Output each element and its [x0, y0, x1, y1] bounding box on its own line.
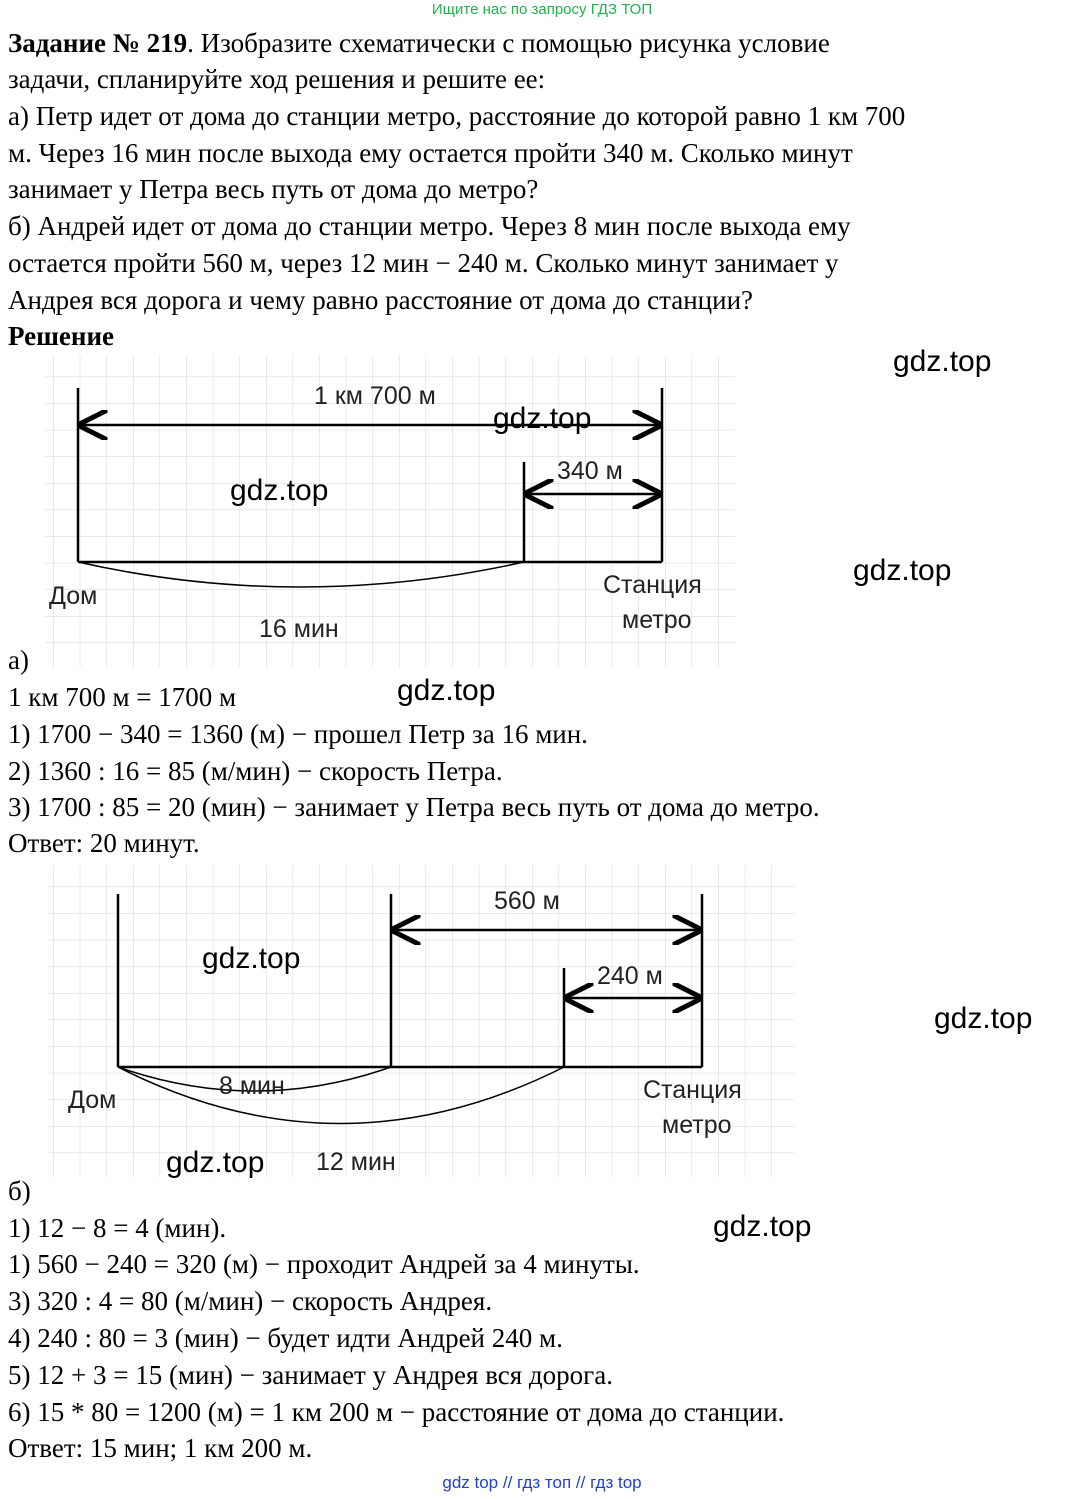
240m-label: 240 м [597, 962, 663, 990]
footer-separator: // [575, 1473, 586, 1492]
watermark: gdz.top [893, 345, 992, 378]
part-b-marker: б) [8, 1176, 31, 1206]
part-b-line: 1) 12 − 8 = 4 (мин). [8, 1213, 227, 1243]
header-search-link[interactable]: Ищите нас по запросу ГДЗ ТОП [431, 1, 653, 18]
part-b-line: 4) 240 : 80 = 3 (мин) − будет идти Андрей 240 м. [8, 1323, 563, 1353]
part-b-line: 5) 12 + 3 = 15 (мин) − занимает у Андрея вся дорога. [8, 1360, 613, 1390]
solution-heading: Решение [8, 321, 114, 351]
watermark: gdz.top [853, 554, 952, 587]
figure-a-diagram [0, 350, 760, 670]
remaining-distance-label: 340 м [557, 457, 623, 485]
part-b-line: 3) 320 : 4 = 80 (м/мин) − скорость Андрея. [8, 1286, 493, 1316]
part-a-line: 1) 1700 − 340 = 1360 (м) − прошел Петр за 16 мин. [8, 719, 588, 749]
home-label: Дом [68, 1086, 117, 1114]
time-8-label: 8 мин [219, 1072, 285, 1100]
part-b-answer: Ответ: 15 мин; 1 км 200 м. [8, 1433, 313, 1463]
part-a-line: 2) 1360 : 16 = 85 (м/мин) − скорость Петра. [8, 756, 503, 786]
part-b-line: 6) 15 * 80 = 1200 (м) = 1 км 200 м − расстояние от дома до станции. [8, 1397, 785, 1427]
time-16-label: 16 мин [259, 615, 339, 643]
watermark: gdz.top [397, 674, 496, 707]
station-label-line2: метро [662, 1111, 732, 1139]
footer-links [0, 1473, 1084, 1493]
watermark: gdz.top [934, 1002, 1033, 1035]
footer-link-gdz-top-ru[interactable]: гдз топ [517, 1473, 572, 1492]
footer-separator: // [502, 1473, 513, 1492]
total-distance-label: 1 км 700 м [314, 382, 436, 410]
part-a-line: 1 км 700 м = 1700 м [8, 682, 237, 712]
task-a-line1: а) Петр идет от дома до станции метро, расстояние до которой равно 1 км 700 [8, 101, 906, 131]
watermark: gdz.top [493, 402, 592, 435]
part-a-line: 3) 1700 : 85 = 20 (мин) − занимает у Петра весь путь от дома до метро. [8, 792, 820, 822]
watermark: gdz.top [166, 1146, 265, 1179]
part-a-marker: а) [8, 645, 29, 675]
figure-b-diagram [0, 860, 800, 1180]
watermark: gdz.top [202, 942, 301, 975]
watermark: gdz.top [230, 474, 329, 507]
home-label: Дом [49, 582, 98, 610]
task-intro-text: . Изобразите схематически с помощью рисунка условие [187, 28, 830, 58]
watermark: gdz.top [713, 1210, 812, 1243]
task-b-line3: Андрея вся дорога и чему равно расстояние от дома до станции? [8, 285, 754, 315]
station-label-line1: Станция [603, 571, 702, 599]
task-title: Задание № 219 [8, 28, 188, 58]
task-intro-line1 [8, 28, 830, 58]
station-label-line1: Станция [643, 1076, 742, 1104]
part-a-answer: Ответ: 20 минут. [8, 828, 200, 858]
task-a-line3: занимает у Петра весь путь от дома до метро? [8, 174, 539, 204]
task-intro-line2: задачи, спланируйте ход решения и решите ее: [8, 64, 546, 94]
task-a-line2: м. Через 16 мин после выхода ему остается пройти 340 м. Сколько минут [8, 138, 853, 168]
footer-link-gdz-top[interactable]: gdz top [442, 1473, 499, 1492]
task-b-line1: б) Андрей идет от дома до станции метро. Через 8 мин после выхода ему [8, 211, 851, 241]
footer-link-gdz-top-mixed[interactable]: гдз top [590, 1473, 642, 1492]
560m-label: 560 м [494, 887, 560, 915]
station-label-line2: метро [622, 606, 692, 634]
part-b-line: 1) 560 − 240 = 320 (м) − проходит Андрей за 4 минуты. [8, 1249, 640, 1279]
time-12-label: 12 мин [316, 1148, 396, 1176]
task-b-line2: остается пройти 560 м, через 12 мин − 240 м. Сколько минут занимает у [8, 248, 839, 278]
